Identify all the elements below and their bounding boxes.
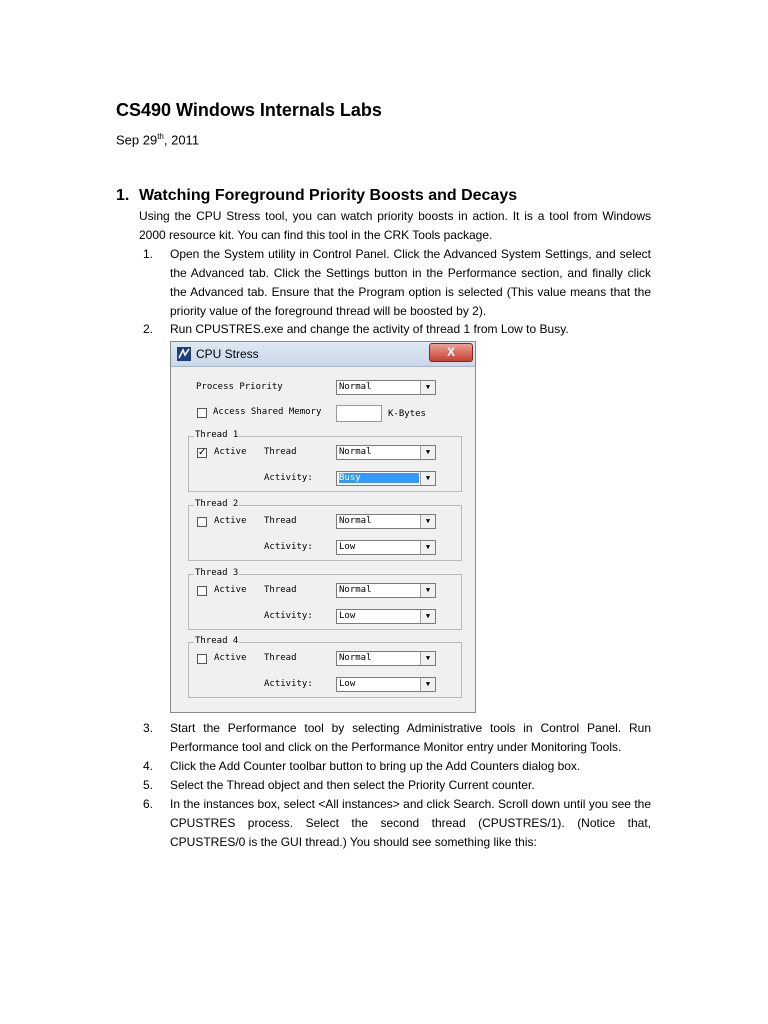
thread-priority-select[interactable] [336, 583, 436, 598]
active-label: Active [214, 653, 247, 663]
chevron-down-icon[interactable]: ▼ [420, 610, 435, 623]
thread-priority-select[interactable] [336, 514, 436, 529]
process-priority-label: Process Priority [196, 382, 283, 392]
close-button[interactable]: X [429, 343, 473, 362]
section-heading [116, 187, 517, 205]
intro-paragraph: Using the CPU Stress tool, you can watch priority boosts in action. It is a tool from Windows 2000 resource kit. You can find this tool in the CRK Tools package. [139, 209, 651, 242]
step-item [139, 719, 651, 757]
step-text: Run CPUSTRES.exe and change the activity of thread 1 from Low to Busy. [170, 322, 569, 336]
step-item [139, 776, 651, 795]
step-text: Open the System utility in Control Panel. Click the Advanced System Settings, and select the Advanced tab. Click the Settings button in the Performance section, and finally click the Advanced tab. Ensure that the Program option is selected (This value means that the priority value of the foreground thread will be boosted by 2). [170, 247, 651, 318]
thread-1-group [188, 430, 462, 492]
activity-value: Low [339, 611, 356, 621]
thread-priority-value: Normal [339, 516, 372, 526]
active-label: Active [214, 447, 247, 457]
step-number: 5. [143, 778, 154, 792]
active-checkbox[interactable] [197, 517, 207, 527]
chevron-down-icon[interactable]: ▼ [420, 678, 435, 691]
chevron-down-icon[interactable]: ▼ [420, 584, 435, 597]
step-item [139, 245, 651, 321]
chevron-down-icon[interactable]: ▼ [420, 472, 435, 485]
thread-priority-value: Normal [339, 653, 372, 663]
active-label: Active [214, 585, 247, 595]
step-text: Click the Add Counter toolbar button to bring up the Add Counters dialog box. [170, 759, 581, 773]
section-title: Watching Foreground Priority Boosts and Decays [139, 187, 518, 204]
active-checkbox[interactable]: ✓ [198, 447, 207, 458]
activity-label: Activity: [264, 473, 313, 483]
thread-priority-value: Normal [339, 447, 372, 457]
thread-priority-label: Thread [264, 653, 297, 663]
activity-label: Activity: [264, 611, 313, 621]
thread-priority-select[interactable] [336, 651, 436, 666]
active-checkbox[interactable] [197, 586, 207, 596]
dialog-title: CPU Stress [196, 347, 259, 361]
chevron-down-icon[interactable]: ▼ [420, 381, 435, 394]
kbytes-label: K-Bytes [388, 409, 426, 419]
step-item [139, 320, 651, 339]
step-text: Start the Performance tool by selecting Administrative tools in Control Panel. Run Performance tool and click on the Performance Monitor entry under Monitoring Tools. [170, 721, 651, 754]
section-number: 1. [116, 187, 130, 204]
activity-label: Activity: [264, 542, 313, 552]
activity-select[interactable] [336, 540, 436, 555]
active-label: Active [214, 516, 247, 526]
step-number: 3. [143, 721, 154, 735]
dialog-titlebar [171, 342, 475, 367]
active-checkbox[interactable] [197, 654, 207, 664]
kbytes-input[interactable] [336, 405, 382, 422]
document-title: CS490 Windows Internals Labs [116, 100, 382, 120]
thread-priority-label: Thread [264, 585, 297, 595]
step-text: Select the Thread object and then select the Priority Current counter. [170, 778, 535, 792]
thread-priority-label: Thread [264, 447, 297, 457]
activity-value: Low [339, 542, 356, 552]
step-number: 4. [143, 759, 154, 773]
chevron-down-icon[interactable]: ▼ [420, 652, 435, 665]
thread-priority-label: Thread [264, 516, 297, 526]
cpu-stress-app-icon [177, 347, 191, 361]
date-main: Sep 29 [116, 132, 158, 148]
thread-priority-select[interactable] [336, 445, 436, 460]
thread-2-group [188, 499, 462, 561]
step-text: In the instances box, select <All instances> and click Search. Scroll down until you see the CPUSTRES process. Select the second thread (CPUSTRES/1). (Notice that, CPUSTRES/0 is the GUI thread.) You should see something like this: [170, 797, 651, 849]
step-item [139, 795, 651, 852]
thread-group-label: Thread 4 [195, 636, 239, 646]
date-superscript: th [157, 132, 164, 141]
step-number: 1. [143, 247, 154, 261]
step-number: 2. [143, 322, 154, 336]
chevron-down-icon[interactable]: ▼ [420, 541, 435, 554]
step-number: 6. [143, 797, 154, 811]
activity-value: Low [339, 679, 356, 689]
document-date [116, 132, 199, 147]
activity-select[interactable] [336, 471, 436, 486]
thread-group-label: Thread 2 [195, 499, 239, 509]
process-priority-select[interactable] [336, 380, 436, 395]
process-priority-value: Normal [339, 382, 372, 392]
activity-select[interactable] [336, 677, 436, 692]
access-shared-memory-checkbox[interactable] [197, 408, 207, 418]
access-shared-memory-label: Access Shared Memory [213, 407, 322, 417]
thread-4-group [188, 636, 462, 698]
chevron-down-icon[interactable]: ▼ [420, 446, 435, 459]
thread-priority-value: Normal [339, 585, 372, 595]
chevron-down-icon[interactable]: ▼ [420, 515, 435, 528]
activity-label: Activity: [264, 679, 313, 689]
activity-select[interactable] [336, 609, 436, 624]
thread-group-label: Thread 1 [195, 430, 239, 440]
thread-3-group [188, 568, 462, 630]
cpu-stress-dialog [170, 341, 476, 713]
step-item [139, 757, 651, 776]
activity-value: Busy [339, 473, 419, 483]
thread-group-label: Thread 3 [195, 568, 239, 578]
date-year: , 2011 [163, 132, 200, 148]
